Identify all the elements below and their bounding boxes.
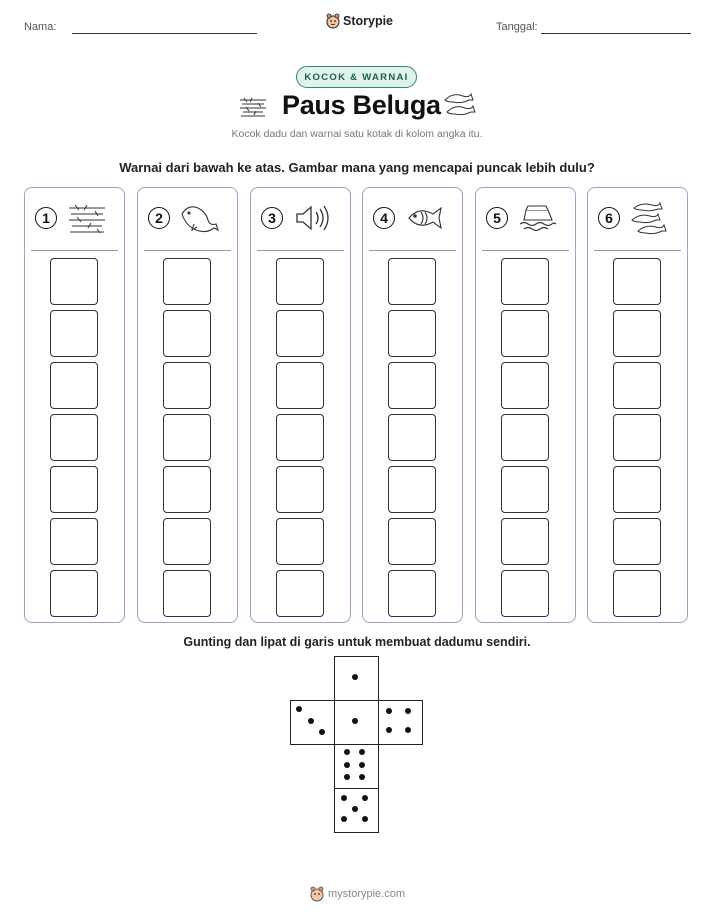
dice-pip <box>359 749 365 755</box>
column-2 <box>137 187 238 623</box>
fish-icon <box>405 200 445 236</box>
column-divider <box>257 250 344 251</box>
color-box[interactable] <box>163 466 211 513</box>
color-box[interactable] <box>613 310 661 357</box>
color-box[interactable] <box>276 466 324 513</box>
sea-ice-icon <box>238 96 268 118</box>
color-box[interactable] <box>276 570 324 617</box>
column-4 <box>362 187 463 623</box>
color-box[interactable] <box>163 310 211 357</box>
dice-pip <box>344 762 350 768</box>
dice-face-1 <box>334 656 379 701</box>
color-box[interactable] <box>163 258 211 305</box>
column-divider <box>482 250 569 251</box>
dice-pip <box>352 674 358 680</box>
color-box[interactable] <box>50 414 98 461</box>
color-box[interactable] <box>613 570 661 617</box>
color-box[interactable] <box>613 362 661 409</box>
brand-name: Storypie <box>343 14 394 28</box>
color-box[interactable] <box>501 414 549 461</box>
column-divider <box>31 250 118 251</box>
color-box[interactable] <box>276 310 324 357</box>
color-box[interactable] <box>276 518 324 565</box>
dice-pip <box>341 795 347 801</box>
pie-mascot-icon <box>326 13 340 29</box>
color-box[interactable] <box>50 570 98 617</box>
column-number: 3 <box>261 207 283 229</box>
column-5 <box>475 187 576 623</box>
dice-pip <box>359 762 365 768</box>
color-box[interactable] <box>276 414 324 461</box>
activity-badge: KOCOK & WARNAI <box>296 66 417 88</box>
color-box[interactable] <box>388 570 436 617</box>
coloring-instruction: Warnai dari bawah ke atas. Gambar mana yang mencapai puncak lebih dulu? <box>119 160 595 175</box>
page-title: Paus Beluga <box>282 90 441 120</box>
beluga-whale-icon <box>180 200 220 236</box>
color-box[interactable] <box>388 310 436 357</box>
footer <box>310 886 405 902</box>
brand-logo <box>326 13 393 29</box>
column-number: 6 <box>598 207 620 229</box>
sea-ice-icon <box>67 200 107 236</box>
dice-pip <box>386 708 392 714</box>
color-box[interactable] <box>50 362 98 409</box>
dice-pip <box>405 727 411 733</box>
color-box[interactable] <box>163 518 211 565</box>
date-line[interactable] <box>541 33 691 34</box>
color-box[interactable] <box>501 362 549 409</box>
column-6 <box>587 187 688 623</box>
dice-instruction: Gunting dan lipat di garis untuk membuat dadumu sendiri. <box>183 635 531 649</box>
name-line[interactable] <box>72 33 257 34</box>
color-box[interactable] <box>613 414 661 461</box>
column-divider <box>369 250 456 251</box>
dice-face-6 <box>334 744 379 789</box>
color-box[interactable] <box>388 466 436 513</box>
footer-url[interactable]: mystorypie.com <box>328 888 406 900</box>
color-box[interactable] <box>501 518 549 565</box>
pie-mascot-icon <box>310 886 324 902</box>
column-number: 2 <box>148 207 170 229</box>
column-3 <box>250 187 351 623</box>
sound-wave-icon <box>293 200 333 236</box>
dice-pip <box>362 795 368 801</box>
color-box[interactable] <box>613 258 661 305</box>
color-box[interactable] <box>501 258 549 305</box>
color-box[interactable] <box>388 258 436 305</box>
dice-pip <box>341 816 347 822</box>
dice-face-3 <box>290 700 335 745</box>
dice-pip <box>405 708 411 714</box>
color-box[interactable] <box>50 518 98 565</box>
page-subtitle: Kocok dadu dan warnai satu kotak di kolom angka itu. <box>231 128 483 140</box>
dice-pip <box>319 729 325 735</box>
dice-pip <box>344 749 350 755</box>
color-box[interactable] <box>613 466 661 513</box>
column-divider <box>144 250 231 251</box>
dice-pip <box>359 774 365 780</box>
column-number: 5 <box>486 207 508 229</box>
color-box[interactable] <box>276 258 324 305</box>
color-box[interactable] <box>50 258 98 305</box>
color-box[interactable] <box>388 414 436 461</box>
color-box[interactable] <box>501 466 549 513</box>
beluga-pod-icon <box>441 90 477 122</box>
column-divider <box>594 250 681 251</box>
beluga-pod-icon <box>630 200 670 236</box>
dice-face-5 <box>334 788 379 833</box>
color-box[interactable] <box>501 570 549 617</box>
color-box[interactable] <box>388 362 436 409</box>
column-1 <box>24 187 125 623</box>
color-box[interactable] <box>50 466 98 513</box>
name-label: Nama: <box>24 21 57 33</box>
ice-floe-icon <box>518 200 558 236</box>
color-box[interactable] <box>50 310 98 357</box>
column-number: 1 <box>35 207 57 229</box>
color-box[interactable] <box>388 518 436 565</box>
dice-pip <box>352 806 358 812</box>
color-box[interactable] <box>163 414 211 461</box>
dice-pip <box>386 727 392 733</box>
dice-face-4 <box>378 700 423 745</box>
dice-face-1 <box>334 700 379 745</box>
dice-pip <box>296 706 302 712</box>
color-box[interactable] <box>276 362 324 409</box>
column-number: 4 <box>373 207 395 229</box>
color-box[interactable] <box>163 362 211 409</box>
dice-pip <box>362 816 368 822</box>
color-box[interactable] <box>613 518 661 565</box>
dice-pip <box>308 718 314 724</box>
dice-pip <box>344 774 350 780</box>
dice-pip <box>352 718 358 724</box>
color-box[interactable] <box>501 310 549 357</box>
date-label: Tanggal: <box>496 21 538 33</box>
color-box[interactable] <box>163 570 211 617</box>
